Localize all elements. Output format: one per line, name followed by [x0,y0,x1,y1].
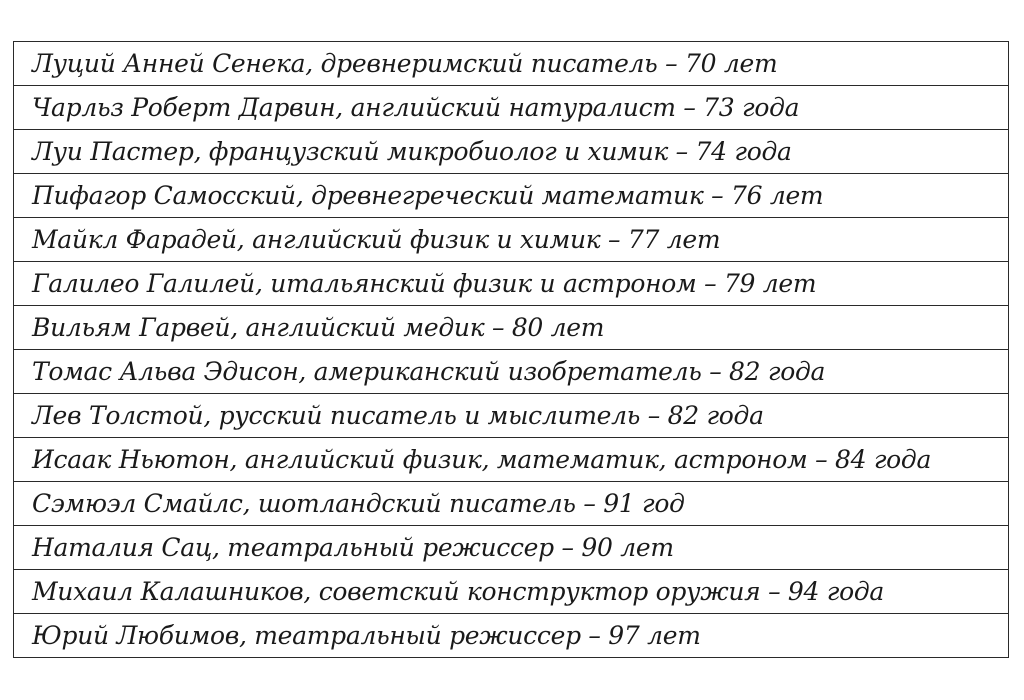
table-cell: Луи Пастер, французский микробиолог и химик – 74 года [14,130,1009,174]
table-row [14,570,1009,614]
table-cell: Томас Альва Эдисон, американский изобретатель – 82 года [14,350,1009,394]
longevity-table-container [13,41,1009,658]
longevity-table [13,41,1009,658]
table-cell: Чарльз Роберт Дарвин, английский натуралист – 73 года [14,86,1009,130]
table-row [14,350,1009,394]
table-row [14,174,1009,218]
table-cell: Пифагор Самосский, древнегреческий математик – 76 лет [14,174,1009,218]
table-row [14,438,1009,482]
table-cell: Сэмюэл Смайлс, шотландский писатель – 91 год [14,482,1009,526]
table-cell: Наталия Сац, театральный режиссер – 90 лет [14,526,1009,570]
table-row [14,526,1009,570]
table-row [14,42,1009,86]
table-row [14,262,1009,306]
table-cell: Луций Анней Сенека, древнеримский писатель – 70 лет [14,42,1009,86]
table-cell: Вильям Гарвей, английский медик – 80 лет [14,306,1009,350]
table-row [14,130,1009,174]
table-cell: Юрий Любимов, театральный режиссер – 97 лет [14,614,1009,658]
table-row [14,306,1009,350]
table-row [14,86,1009,130]
table-cell: Исаак Ньютон, английский физик, математик, астроном – 84 года [14,438,1009,482]
table-row [14,482,1009,526]
table-row [14,394,1009,438]
table-cell: Михаил Калашников, советский конструктор оружия – 94 года [14,570,1009,614]
table-cell: Галилео Галилей, итальянский физик и астроном – 79 лет [14,262,1009,306]
table-row [14,614,1009,658]
table-row [14,218,1009,262]
table-cell: Лев Толстой, русский писатель и мыслитель – 82 года [14,394,1009,438]
table-cell: Майкл Фарадей, английский физик и химик – 77 лет [14,218,1009,262]
